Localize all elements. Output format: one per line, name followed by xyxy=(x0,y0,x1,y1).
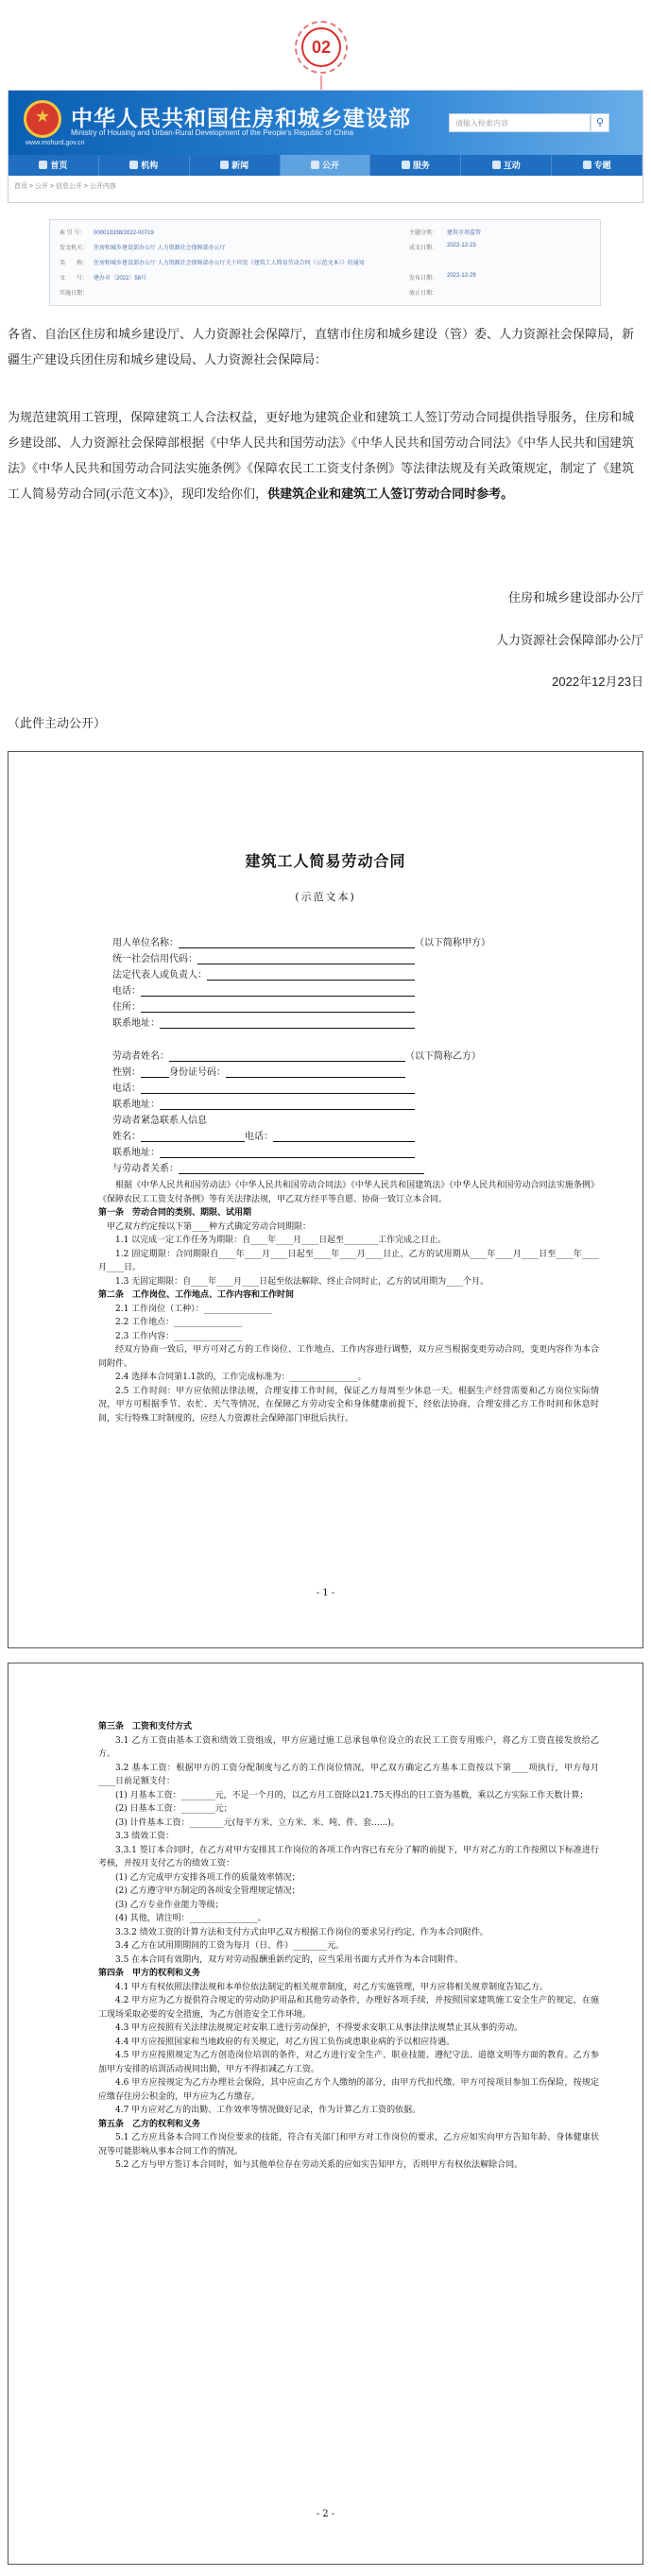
nav-interaction[interactable]: 互动 xyxy=(461,155,552,176)
worker-gender-id-field: 性别： 身份证号码： xyxy=(112,1064,405,1078)
worker-address-field: 联系地址： xyxy=(112,1096,415,1110)
home-icon xyxy=(39,161,47,169)
public-icon xyxy=(311,161,319,169)
emergency-relation-field: 与劳动者关系： xyxy=(112,1160,424,1174)
clause-heading: 第一条 劳动合同的类别、期限、试用期 xyxy=(98,1208,252,1218)
article-body-emphasis: 供建筑企业和建筑工人签订劳动合同时参考。 xyxy=(267,486,514,501)
clause-line: 5.1 乙方应具备本合同工作岗位要求的技能，符合有关部门和甲方对工作岗位的要求，乙方应如实向甲方告知年龄、身体健康状况等可能影响从事本合同工作的情况。 xyxy=(98,2133,599,2157)
search-input[interactable]: 请输入检索内容 xyxy=(449,113,591,132)
clause-line: 2.4 选择本合同第1.1款的，工作完成标准为：________________。 xyxy=(115,1373,367,1382)
emergency-address-field: 联系地址： xyxy=(112,1144,415,1158)
clause-line: 3.5 在本合同有效期内，双方对劳动报酬重新约定的，应当采用书面方式并作为本合同附件。 xyxy=(115,1954,464,1965)
clause-line: 1.1 以完成一定工作任务为期限：自____年____月____日起至________工作完成之日止。 xyxy=(115,1236,447,1245)
article-addressee: 各省、自治区住房和城乡建设厅、人力资源社会保障厅，直辖市住房和城乡建设（管）委、人力资源社会保障局，新疆生产建设兵团住房和城乡建设局、人力资源社会保障局： xyxy=(8,327,635,367)
clause-heading: 第四条 甲方的权利和义务 xyxy=(98,1969,201,1978)
document-metadata xyxy=(49,219,601,306)
clause-line: (4) 其他，请注明：________________。 xyxy=(115,1914,266,1923)
topics-icon xyxy=(583,161,591,169)
section-number: 02 xyxy=(301,27,341,67)
clause-line: 3.1 乙方工资由基本工资和绩效工资组成，甲方应通过施工总承包单位设立的农民工工资专用账户，将乙方工资直接发放给乙方。 xyxy=(98,1735,599,1759)
publication-note: （此件主动公开） xyxy=(8,716,107,730)
clause-line: 4.6 甲方应按规定为乙方办理社会保险，其中应由乙方个人缴纳的部分，由甲方代扣代缴。甲方可按项目参加工伤保险，按规定应缴存住房公积金的，甲方应为乙方缴存。 xyxy=(98,2078,599,2102)
signer-mohurd: 住房和城乡建设部办公厅 xyxy=(507,590,643,605)
main-navigation xyxy=(9,155,642,176)
nav-home[interactable]: 首页 xyxy=(9,155,99,176)
clause-line: 3.2 基本工资：根据甲方的工资分配制度与乙方的工作岗位情况，甲乙双方确定乙方基本工资按以下第____项执行，甲方每月____日前足额支付： xyxy=(98,1763,599,1786)
contract-page-2 xyxy=(8,1663,643,2565)
contract-subtitle: (示范文本) xyxy=(295,891,356,903)
clause-line: (3) 计件基本工资：________元(每平方米、立方米、米、吨、件、套......)。 xyxy=(115,1817,400,1828)
signer-mohrss: 人力资源社会保障部办公厅 xyxy=(495,633,643,647)
clause-line: 4.1 甲方有权依照法律法规和本单位依法制定的相关规章制度，对乙方实施管理，甲方应将相关规章制度告知乙方。 xyxy=(115,1982,549,1992)
page-number-1: - 1 - xyxy=(316,1588,335,1598)
credit-code-field: 统一社会信用代码： xyxy=(112,950,415,964)
clause-line: 2.2 工作地点：________________ xyxy=(115,1318,243,1327)
site-subtitle: Ministry of Housing and Urban-Rural Development of the People's Republic of China xyxy=(71,128,354,137)
meta-row-number: 文 号： 建办市〔2022〕58号 发布日期： 2022-12-29 xyxy=(60,273,476,281)
nav-topics[interactable]: 专题 xyxy=(552,155,642,176)
clause-line: 4.7 甲方应对乙方的出勤、工作效率等情况做好记录，作为计算乙方工资的依据。 xyxy=(115,2106,421,2115)
meta-row-name: 名 称： 住房和城乡建设部办公厅 人力资源社会保障部办公厅关于印发《建筑工人简易劳动合同（示范文本）》的通知 xyxy=(60,261,365,266)
emergency-contact-heading: 劳动者紧急联系人信息 xyxy=(112,1116,207,1126)
emergency-name-phone-field: 姓名： 电话： xyxy=(112,1128,415,1142)
contract-clauses-1 xyxy=(98,1179,599,1425)
clause-line: 4.3 甲方应按照有关法律法规规定对安职工进行劳动保护，不得要求安职工从事法律法规禁止其从事的劳动。 xyxy=(115,2023,523,2033)
website-header xyxy=(8,90,643,203)
clause-line: (3) 乙方专业作业能力等级； xyxy=(115,1900,224,1910)
clause-line: 根据《中华人民共和国劳动法》《中华人民共和国劳动合同法》《中华人民共和国建筑法》《中华人民共和国劳动合同法实施条例》《保障农民工工资支付条例》等有关法律法规，甲乙双方经平等自愿、协商一致订立本合同。 xyxy=(98,1181,599,1204)
nav-service[interactable]: 服务 xyxy=(370,155,461,176)
national-emblem-icon xyxy=(24,100,61,138)
worker-phone-field: 电话： xyxy=(112,1080,415,1094)
site-banner xyxy=(9,91,642,155)
news-icon xyxy=(220,161,229,169)
clause-line: 3.3.2 绩效工资的计算方法和支付方式由甲乙双方根据工作岗位的要求另行约定，作为本合同附件。 xyxy=(115,1927,488,1937)
meta-row-dates: 实施日期： 废止日期： xyxy=(60,291,438,297)
clause-line: 2.3 工作内容：________________ xyxy=(115,1331,243,1341)
clause-line: 3.3.1 签订本合同时，在乙方对甲方安排其工作岗位的各项工作内容已有充分了解的前提下，甲方对乙方的工作按照以下标准进行考核，并按月支付乙方的绩效工资： xyxy=(98,1845,599,1868)
article-body: 为规范建筑用工管理，保障建筑工人合法权益，更好地为建筑企业和建筑工人签订劳动合同提供指导服务，住房和城乡建设部、人力资源社会保障部根据《中华人民共和国劳动法》《中华人民共和国劳动合同法》《中华人民共和国建筑法》《中华人民共和国劳动合同法实施条例》《保障农民工工资支付条例》等法律法规及有关政策规定，制定了《建筑工人简易劳动合同(示范文本)》，现印发给你们，供建筑企业和建筑工人签订劳动合同时参考。 xyxy=(8,410,635,501)
service-icon xyxy=(402,161,410,169)
clause-line: (2) 乙方遵守甲方制定的各项安全管理规定情况； xyxy=(115,1886,300,1896)
clause-line: 经双方协商一致后，甲方可对乙方的工作岗位、工作地点、工作内容进行调整，双方应当根据变更劳动合同，变更内容作为本合同附件。 xyxy=(98,1345,599,1369)
site-url[interactable]: www.mohurd.gov.cn xyxy=(26,140,85,146)
clause-line: 4.4 甲方应按照国家和当地政府的有关规定，对乙方因工负伤或患职业病的予以相应待遇。 xyxy=(115,2037,455,2047)
clause-line: 1.2 固定期限：合同期限自____年____月____日起至____年____月____日止，乙方的试用期从____年____月____日至____年____月____日。 xyxy=(98,1249,599,1272)
clause-heading: 第二条 工作岗位、工作地点、工作内容和工作时间 xyxy=(98,1290,295,1300)
breadcrumb[interactable]: 首页 > 公开 > 信息公开 > 公开内容 xyxy=(14,183,116,190)
clause-line: 4.5 甲方应按照规定为乙方创造岗位培训的条件，对乙方进行安全生产、职业技能、遵纪守法、道德文明等方面的教育。乙方参加甲方安排的培训活动视同出勤，甲方不得扣减乙方工资。 xyxy=(98,2051,599,2074)
search-icon[interactable]: ⚲ xyxy=(591,113,609,132)
contract-clauses-2 xyxy=(98,1720,599,2173)
clause-line: (1) 乙方完成甲方安排各项工作的质量效率情况； xyxy=(115,1872,300,1883)
clause-line: 3.4 乙方在试用期期间的工资为每月（日、件）________元。 xyxy=(115,1941,345,1951)
worker-name-field: 劳动者姓名： （以下简称乙方） xyxy=(112,1051,481,1062)
nav-news[interactable]: 新闻 xyxy=(190,155,281,176)
clause-heading: 第三条 工资和支付方式 xyxy=(98,1722,193,1732)
page-number-2: - 2 - xyxy=(316,2509,335,2519)
clause-heading: 第五条 乙方的权利和义务 xyxy=(98,2119,201,2129)
clause-line: 甲乙双方约定按以下第____种方式确定劳动合同期限： xyxy=(107,1221,312,1232)
clause-line: (2) 日基本工资：________元； xyxy=(115,1804,232,1814)
signature-date: 2022年12月23日 xyxy=(552,674,643,689)
clause-line: 2.1 工作岗位（工种）：________________ xyxy=(115,1304,272,1314)
clause-line: 5.2 乙方与甲方签订本合同时，如与其他单位存在劳动关系的应如实告知甲方，否则甲方有权依法解除合同。 xyxy=(115,2160,523,2170)
interaction-icon xyxy=(492,161,501,169)
employer-address-field: 住所： xyxy=(112,998,415,1013)
clause-line: 3.3 绩效工资： xyxy=(115,1832,175,1841)
organization-icon xyxy=(129,161,138,169)
meta-row-index: 索 引 号： 000013338/2022-00719 主题分类： 建筑市场监管 xyxy=(60,230,482,236)
employer-name-field: 用人单位名称： （以下简称甲方） xyxy=(112,938,490,948)
legal-rep-field: 法定代表人或负责人： xyxy=(112,966,415,981)
contract-page-1 xyxy=(8,751,643,1648)
clause-line: (1) 月基本工资：________元，不足一个月的，以乙方月工资除以21.75天得出的日工资为基数，乘以乙方实际工作天数计算； xyxy=(115,1790,589,1800)
employer-contact-address-field: 联系地址： xyxy=(112,1015,415,1029)
clause-line: 4.2 甲方应为乙方提供符合规定的劳动防护用品和其他劳动条件，办理好各项手续，并按照国家建筑施工安全生产的规定，在施工现场采取必要的安全措施，为乙方创造安全工作环境。 xyxy=(98,1996,599,2020)
employer-phone-field: 电话： xyxy=(112,982,415,997)
meta-row-issuer: 发文机关： 住房和城乡建设部办公厅 人力资源社会保障部办公厅 成文日期： 2022-12-23 xyxy=(60,243,476,251)
nav-public[interactable]: 公开 xyxy=(281,155,371,176)
clause-line: 1.3 无固定期限：自____年____月____日起至依法解除、终止合同时止，乙方的试用期为____个月。 xyxy=(115,1276,489,1287)
clause-line: 2.5 工作时间：甲方应依照法律法规，合理安排工作时间，保证乙方每周至少休息一天。根据生产经营需要和乙方岗位实际情况，甲方可根据季节、农忙、天气等情况，在保障乙方劳动安全和身体健康前提下，经依法协商，合理安排乙方工作时间和休息时间，实行特殊工时制度的，应经人力资源社会保障部门审批后执行。 xyxy=(98,1386,599,1424)
site-title: 中华人民共和国住房和城乡建设部 xyxy=(71,106,411,130)
section-number-badge xyxy=(0,17,651,74)
nav-organization[interactable]: 机构 xyxy=(99,155,190,176)
contract-title: 建筑工人简易劳动合同 xyxy=(245,852,406,870)
